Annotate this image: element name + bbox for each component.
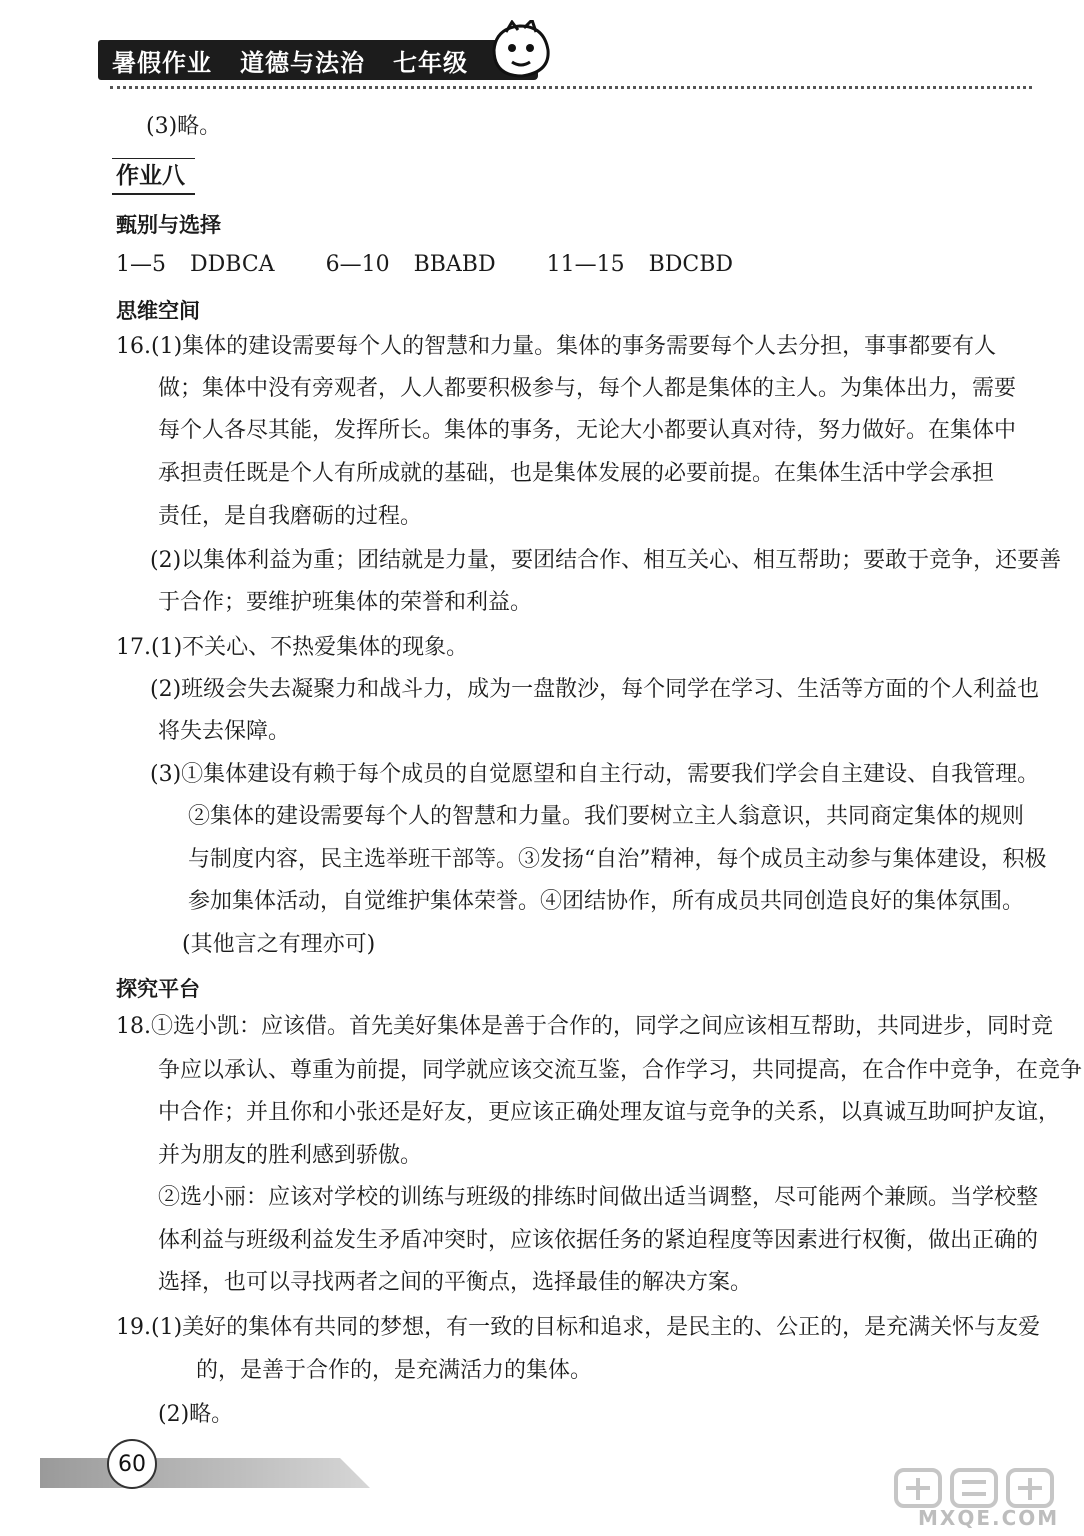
header-book: 暑假作业 bbox=[112, 48, 212, 77]
text-line: (2)以集体利益为重；团结就是力量，要团结合作、相互关心、相互帮助；要敢于竞争，还要善 bbox=[150, 548, 1062, 573]
text-line: 中合作；并且你和小张还是好友，更应该正确处理友谊与竞争的关系，以真诚互助呵护友谊， bbox=[158, 1100, 1061, 1125]
text-line: 争应以承认、尊重为前提，同学就应该交流互鉴，合作学习，共同提高，在合作中竞争，在竞争 bbox=[158, 1058, 1083, 1083]
text-line: (其他言之有理亦可) bbox=[182, 932, 376, 957]
text-line: 17.(1)不关心、不热爱集体的现象。 bbox=[116, 635, 469, 660]
text-line: (3)①集体建设有赖于每个成员的自觉愿望和自主行动，需要我们学会自主建设、自我管理。 bbox=[150, 762, 1040, 787]
watermark-logo-icon bbox=[892, 1466, 1072, 1510]
text-line: (2)略。 bbox=[158, 1402, 234, 1427]
footer-decoration bbox=[40, 1438, 380, 1498]
text-line: (2)班级会失去凝聚力和战斗力，成为一盘散沙，每个同学在学习、生活等方面的个人利益也 bbox=[150, 677, 1040, 702]
header-dotted-rule bbox=[110, 86, 1032, 89]
watermark-text: MXQE.COM bbox=[918, 1506, 1060, 1530]
text-line: 与制度内容，民主选举班干部等。③发扬“自治”精神，每个成员主动参与集体建设，积极 bbox=[188, 847, 1047, 872]
answer-value: BBABD bbox=[413, 252, 496, 277]
header-banner bbox=[98, 40, 538, 80]
text-line: 将失去保障。 bbox=[158, 719, 291, 744]
text-line: 选择，也可以寻找两者之间的平衡点，选择最佳的解决方案。 bbox=[158, 1270, 753, 1295]
header-subject: 道德与法治 bbox=[240, 48, 365, 77]
text-line: 19.(1)美好的集体有共同的梦想，有一致的目标和追求，是民主的、公正的，是充满关怀与友爱 bbox=[116, 1315, 1041, 1340]
answer-range: 6—10 bbox=[325, 252, 390, 277]
page-number: 60 bbox=[118, 1451, 146, 1477]
header-grade: 七年级 bbox=[393, 48, 468, 77]
text-line: 体利益与班级利益发生矛盾冲突时，应该依据任务的紧迫程度等因素进行权衡，做出正确的 bbox=[158, 1228, 1039, 1253]
text-line: 参加集体活动，自觉维护集体荣誉。④团结协作，所有成员共同创造良好的集体氛围。 bbox=[188, 889, 1025, 914]
text-line: ②选小丽：应该对学校的训练与班级的排练时间做出适当调整，尽可能两个兼顾。当学校整 bbox=[158, 1185, 1039, 1210]
answer-value: BDCBD bbox=[648, 252, 734, 277]
text-line: 18.①选小凯：应该借。首先美好集体是善于合作的，同学之间应该相互帮助，共同进步，同时竞 bbox=[116, 1014, 1053, 1039]
answer-range: 11—15 bbox=[546, 252, 625, 277]
text-line: 每个人各尽其能，发挥所长。集体的事务，无论大小都要认真对待，努力做好。在集体中 bbox=[158, 418, 1017, 443]
text-line: 于合作；要维护班集体的荣誉和利益。 bbox=[158, 590, 533, 615]
section-title-inquiry: 探究平台 bbox=[116, 977, 200, 1001]
text-line: 责任，是自我磨砺的过程。 bbox=[158, 504, 423, 529]
answer-range: 1—5 bbox=[116, 252, 166, 277]
text-line: 承担责任既是个人有所成就的基础，也是集体发展的必要前提。在集体生活中学会承担 bbox=[158, 461, 995, 486]
prev-item: (3)略。 bbox=[146, 114, 222, 139]
text-line: 做；集体中没有旁观者，人人都要积极参与，每个人都是集体的主人。为集体出力，需要 bbox=[158, 376, 1017, 401]
text-line: ②集体的建设需要每个人的智慧和力量。我们要树立主人翁意识，共同商定集体的规则 bbox=[188, 804, 1025, 829]
section-title-selection: 甄别与选择 bbox=[116, 213, 221, 237]
text-line: 并为朋友的胜利感到骄傲。 bbox=[158, 1143, 423, 1168]
answer-row bbox=[116, 248, 733, 282]
section-title-thinking: 思维空间 bbox=[116, 299, 200, 323]
text-line: 16.(1)集体的建设需要每个人的智慧和力量。集体的事务需要每个人去分担，事事都要有人 bbox=[116, 334, 997, 359]
answer-value: DDBCA bbox=[190, 252, 275, 277]
text-line: 的，是善于合作的，是充满活力的集体。 bbox=[196, 1358, 593, 1383]
cartoon-mascot-icon bbox=[486, 20, 556, 82]
homework-title: 作业八 bbox=[112, 158, 195, 195]
